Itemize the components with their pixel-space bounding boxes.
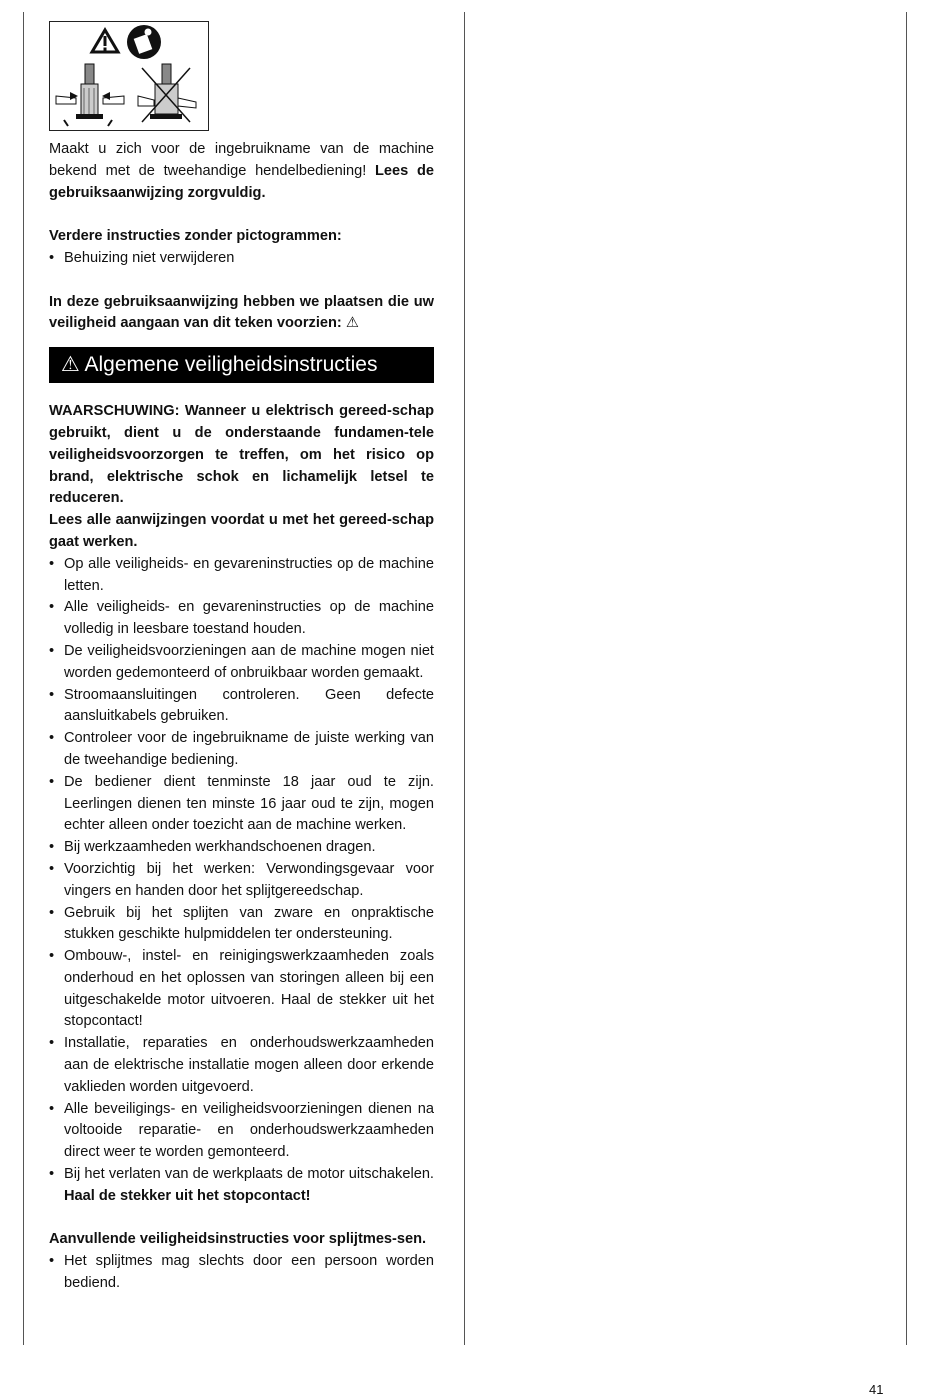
list-item: • Installatie, reparaties en onderhoudswerkzaamheden aan de elektrische installatie mogen alleen door erkende vaklieden worden uitgevoerd. xyxy=(49,1033,434,1098)
splitter-list xyxy=(49,1251,434,1295)
column-divider xyxy=(464,12,465,1345)
last-item-text: Bij het verlaten van de werkplaats de motor uitschakelen. xyxy=(64,1166,434,1183)
section-title-banner: ⚠ Algemene veiligheidsinstructies xyxy=(49,347,434,383)
further-heading: Verdere instructies zonder pictogrammen: xyxy=(49,228,342,245)
intro-bold: Lees de gebruiksaanwijzing zorgvuldig. xyxy=(49,162,434,201)
list-item-last xyxy=(49,1164,434,1208)
safety-pictogram xyxy=(49,21,209,131)
splitter-heading: Aanvullende veiligheidsinstructies voor splijtmes-sen. xyxy=(49,1231,427,1248)
list-item: • Voorzichtig bij het werken: Verwondingsgevaar voor vingers en handen door het splijtgereedschap. xyxy=(49,859,434,903)
list-item: • Bij werkzaamheden werkhandschoenen dragen. xyxy=(49,837,434,859)
list-item: • Stroomaansluitingen controleren. Geen defecte aansluitkabels gebruiken. xyxy=(49,685,434,729)
page-number: 41 xyxy=(869,1382,884,1397)
read-all-paragraph: Lees alle aanwijzingen voordat u met het gereed-schap gaat werken. xyxy=(49,512,434,550)
further-list xyxy=(49,248,434,270)
list-item: • Behuizing niet verwijderen xyxy=(49,248,434,270)
list-item: • De bediener dient tenminste 18 jaar oud te zijn. Leerlingen dienen ten minste 16 jaar oud te zijn, mogen echter alleen onder toezicht aan de machine werken. xyxy=(49,772,434,837)
list-item: • De veiligheidsvoorzieningen aan de machine mogen niet worden gedemonteerd of onbruikbaar worden gemaakt. xyxy=(49,641,434,685)
last-item-bold: Haal de stekker uit het stopcontact! xyxy=(64,1187,311,1204)
safety-list xyxy=(49,554,434,1208)
list-item: • Het splijtmes mag slechts door een persoon worden bediend. xyxy=(49,1251,434,1295)
list-item: • Op alle veiligheids- en gevareninstructies op de machine letten. xyxy=(49,554,434,598)
list-item: • Alle beveiligings- en veiligheidsvoorzieningen dienen na voltooide reparatie- en onderhoudswerkzaamheden direct weer te worden gemonteerd. xyxy=(49,1099,434,1164)
two-hand-operation-icon xyxy=(50,22,208,130)
right-rule xyxy=(906,12,907,1345)
list-item: • Controleer voor de ingebruikname de juiste werking van de tweehandige bediening. xyxy=(49,728,434,772)
list-item: • Ombouw-, instel- en reinigingswerkzaamheden zoals onderhoud en het oplossen van storingen alleen bij een uitgeschakelde motor uitvoeren. Haal de stekker uit het stopcontact! xyxy=(49,946,434,1033)
left-rule xyxy=(23,12,24,1345)
text-column xyxy=(49,21,434,1295)
warning-paragraph: WAARSCHUWING: Wanneer u elektrisch gereed-schap gebruikt, dient u de onderstaande fundamen-tele veiligheidsvoorzorgen te treffen, om het risico op brand, elektrische schok en lichamelijk letsel te reduceren. xyxy=(49,403,434,507)
list-item: • Alle veiligheids- en gevareninstructies op de machine volledig in leesbare toestand houden. xyxy=(49,597,434,641)
list-item: • Gebruik bij het splijten van zware en onpraktische stukken geschikte hulpmiddelen ter ondersteuning. xyxy=(49,903,434,947)
intro-paragraph xyxy=(49,139,434,204)
intro-text: Maakt u zich voor de ingebruikname van de machine bekend met de tweehandige hendelbediening! xyxy=(49,141,434,179)
symbol-note: In deze gebruiksaanwijzing hebben we plaatsen die uw veiligheid aangaan van dit teken voorzien: ⚠ xyxy=(49,293,434,332)
